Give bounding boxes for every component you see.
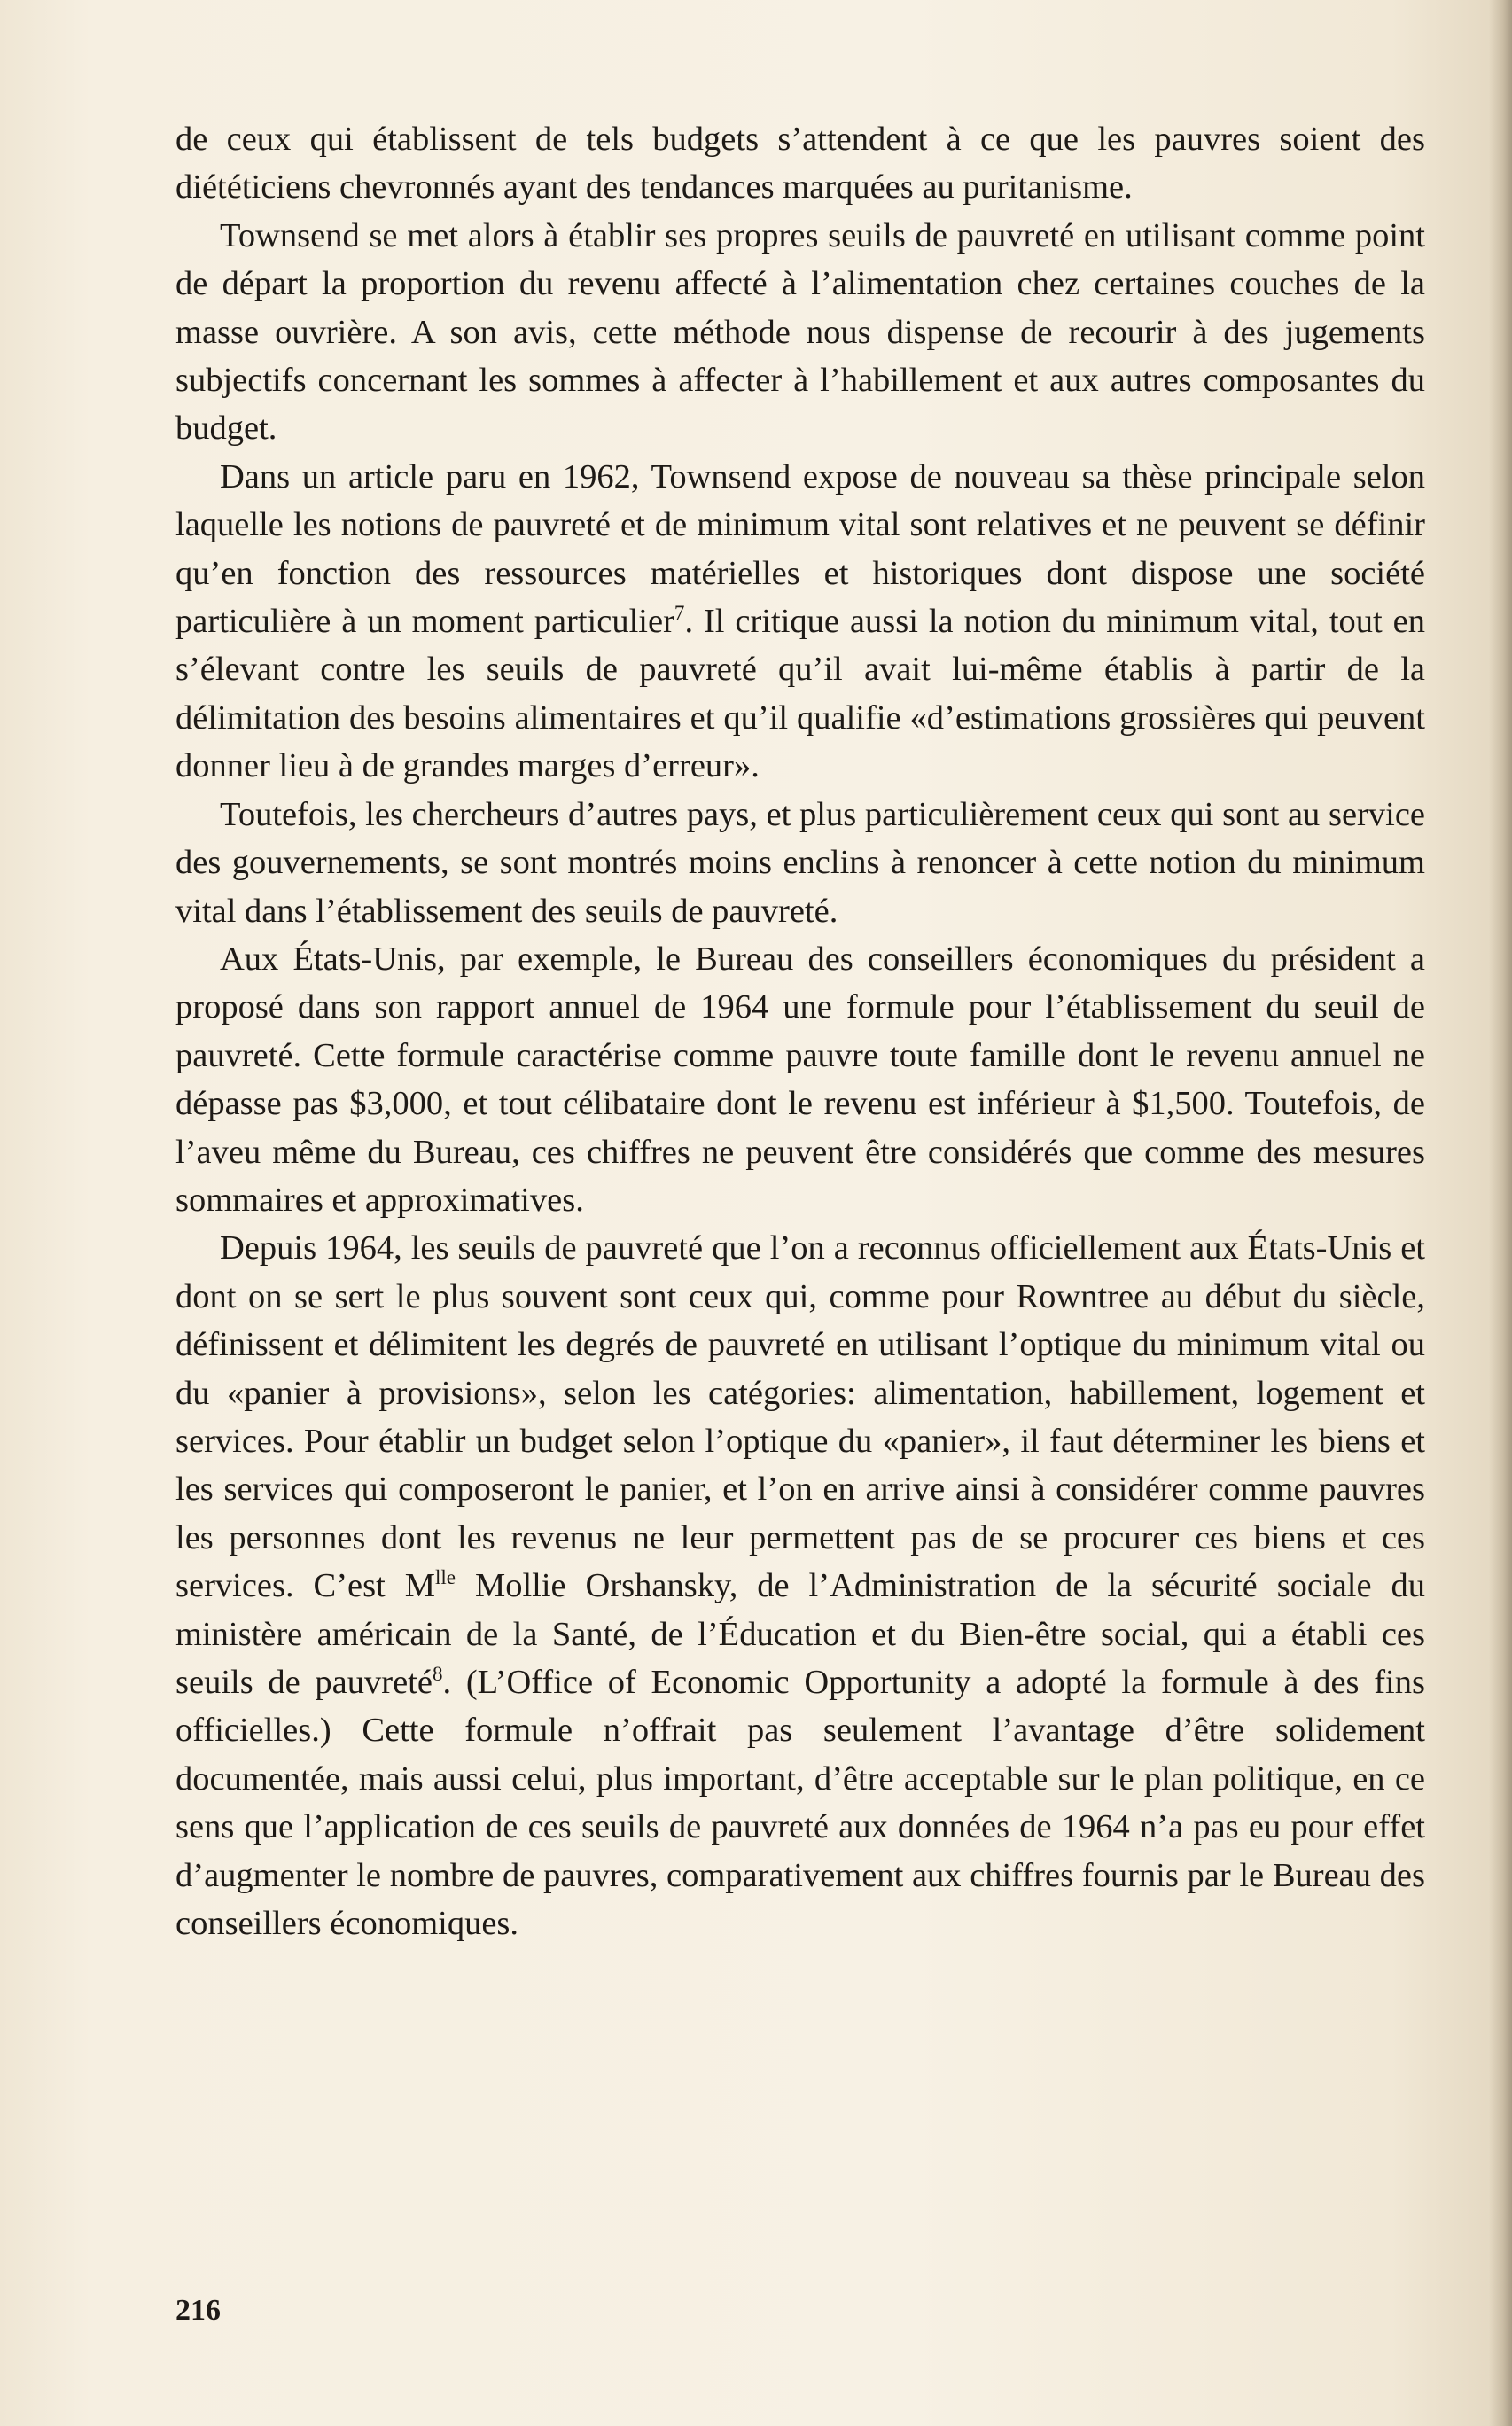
paragraph-3-text: Dans un article paru en 1962, Townsend expose de nouveau sa thèse principale selon laquelle les notions de pauvreté et de minimum vital sont relatives et ne peuvent se définir qu’en fonction des ressources matérielles et historiques dont dispose une société particulière à un moment particulier <box>175 457 1425 641</box>
mademoiselle-superscript: lle <box>434 1565 456 1589</box>
paragraph-6-text-mid: Mollie Orshansky, de l’Administration de la sécurité sociale du ministère américain de la Santé, de l’Éducation et du Bien-être social, qui a établi ces seuils de pauvreté <box>175 1567 1426 1701</box>
footnote-ref-8: 8 <box>432 1662 443 1686</box>
paragraph-1 <box>175 115 1425 212</box>
paragraph-5-text: Aux États-Unis, par exemple, le Bureau des conseillers économiques du président a proposé dans son rapport annuel de 1964 une formule pour l’établissement du seuil de pauvreté. Cette formule caractérise comme pauvre toute famille dont le revenu annuel ne dépasse pas $3,000, et tout célibataire dont le revenu est inférieur à $1,500. Toutefois, de l’aveu même du Bureau, ces chiffres ne peuvent être considérés que comme des mesures sommaires et approximatives. <box>175 940 1425 1219</box>
page-number: 216 <box>175 2294 221 2327</box>
paragraph-6-text: Depuis 1964, les seuils de pauvreté que l’on a reconnus officiellement aux États-Unis et dont on se sert le plus souvent sont ceux qui, comme pour Rowntree au début du siècle, définissent et délimitent les degrés de pauvreté en utilisant l’optique du minimum vital ou du «panier à provisions», selon les catégories: alimentation, habillement, logement et services. Pour établir un budget selon l’optique du «panier», il faut déterminer les biens et les services qui composeront le panier, et l’on en arrive ainsi à considérer comme pauvres les personnes dont les revenus ne leur permettent pas de se procurer ces biens et ces services. C’est M <box>175 1229 1425 1605</box>
paragraph-1-text: de ceux qui établissent de tels budgets s’attendent à ce que les pauvres soient des diététiciens chevronnés ayant des tendances marquées au puritanisme. <box>175 121 1425 207</box>
paragraph-3-text-cont: . Il critique aussi la notion du minimum vital, tout en s’élevant contre les seuils de pauvreté qu’il avait lui-même établis à partir de la délimitation des besoins alimentaires et qu’il qualifie «d’estimations grossières qui peuvent donner lieu à de grandes marges d’erreur». <box>175 603 1425 785</box>
paragraph-5 <box>175 935 1425 1224</box>
paragraph-4-text: Toutefois, les chercheurs d’autres pays, et plus particulièrement ceux qui sont au service des gouvernements, se sont montrés moins enclins à renoncer à cette notion du minimum vital dans l’établissement des seuils de pauvreté. <box>175 795 1425 930</box>
paragraph-2 <box>175 212 1425 453</box>
paragraph-2-text: Townsend se met alors à établir ses propres seuils de pauvreté en utilisant comme point de départ la proportion du revenu affecté à l’alimentation chez certaines couches de la masse ouvrière. A son avis, cette méthode nous dispense de recourir à des jugements subjectifs concernant les sommes à affecter à l’habillement et aux autres composantes du budget. <box>175 216 1425 448</box>
body-text <box>175 115 1425 1947</box>
page-edge-shadow <box>1489 0 1512 2426</box>
paragraph-6-text-cont: . (L’Office of Economic Opportunity a adopté la formule à des fins officielles.) Cette formule n’offrait pas seulement l’avantage d’être solidement documentée, mais aussi celui, plus important, d’être acceptable sur le plan politique, en ce sens que l’application de ces seuils de pauvreté aux données de 1964 n’a pas eu pour effet d’augmenter le nombre de pauvres, comparativement aux chiffres fournis par le Bureau des conseillers économiques. <box>175 1664 1425 1943</box>
footnote-ref-7: 7 <box>674 601 685 625</box>
paragraph-3 <box>175 453 1425 791</box>
paragraph-6 <box>175 1224 1425 1947</box>
paragraph-4 <box>175 791 1425 935</box>
